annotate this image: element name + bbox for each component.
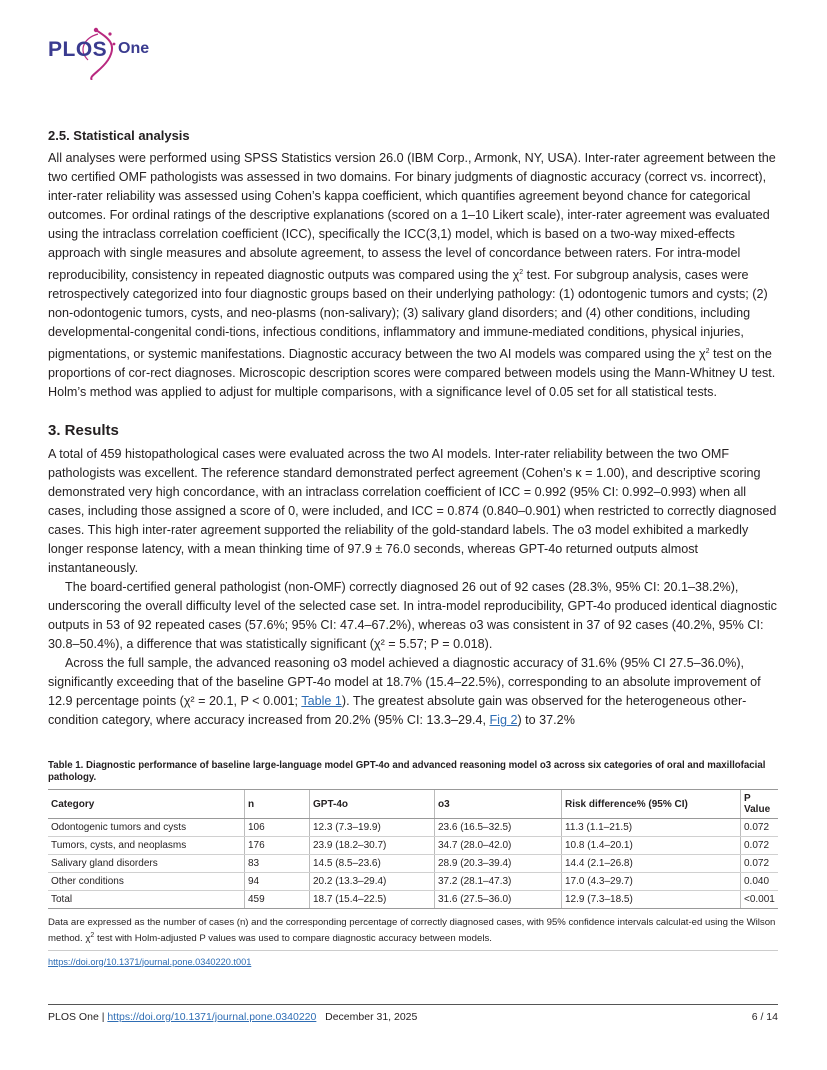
column-header: Risk difference% (95% CI) [562, 790, 741, 819]
table-cell: 14.5 (8.5–23.6) [310, 855, 435, 873]
table-row [48, 873, 778, 891]
table-cell: Total [48, 891, 245, 909]
table-cell: 37.2 (28.1–47.3) [435, 873, 562, 891]
table-1-footnote: Data are expressed as the number of cases (n) and the corresponding percentage of correctly diagnosed cases, with 95% confidence intervals calculat-ed using the Wilson method. $\chi^2$ test with Holm-adjusted P values was used to compare diagnostic accuracy between models. [48, 916, 778, 950]
table-cell: 0.072 [741, 837, 779, 855]
section-2-5-heading: 2.5. Statistical analysis [48, 128, 190, 143]
table-cell: 23.6 (16.5–32.5) [435, 819, 562, 837]
table-cell: Salivary gland disorders [48, 855, 245, 873]
logo-plos-text: PLOS [48, 38, 108, 61]
column-header: Category [48, 790, 245, 819]
table-cell: 12.9 (7.3–18.5) [562, 891, 741, 909]
table-cell: 34.7 (28.0–42.0) [435, 837, 562, 855]
page-footer: PLOS One | https://doi.org/10.1371/journal.pone.0340220 December 31, 2025 6 / 14 [48, 1004, 778, 1023]
plos-one-logo [48, 24, 188, 80]
logo-one-text: One [118, 40, 150, 57]
table-row-total [48, 891, 778, 909]
results-paragraph-1: A total of 459 histopathological cases were evaluated across the two AI models. Inter-rater reliability between the two OMF pathologists was excellent. The reference standard demonstrated perfect agreement (Cohen’s κ = 1.00), and descriptive scoring demonstrated very high concordance, with an intraclass correlation coefficient of ICC = 0.992 (95% CI: 0.992–0.993) when all cases, including those assigned a score of 0, were included, and ICC = 0.874 (0.840–0.901) when restricted to correctly diagnosed cases. This high inter-rater agreement supported the reliability of the gold-standard labels. The o3 model exhibited a markedly longer response latency, with a mean thinking time of 97.9 ± 76.0 seconds, whereas GPT-4o returned outputs almost instantaneously. [48, 447, 777, 576]
table-cell: 17.0 (4.3–29.7) [562, 873, 741, 891]
table-cell: 31.6 (27.5–36.0) [435, 891, 562, 909]
footer-journal: PLOS One [48, 1011, 99, 1023]
section-2-5-paragraph: All analyses were performed using SPSS Statistics version 26.0 (IBM Corp., Armonk, NY, USA). Inter-rater agreement between the two certified OMF pathologists was assessed in two domains. For binary judgments of diagnostic accuracy (correct vs. incorrect), inter-rater reliability was assessed using Cohen’s kappa coefficient, which quantifies agreement beyond chance for categorical outcomes. For ordinal ratings of the descriptive explanations (scored on a 1–10 Likert scale), inter-rater agreement was evaluated using the intraclass correlation coefficient (ICC), specifically the ICC(3,1) model, which is based on a two-way mixed-effects approach with single measures and absolute agreement, to assess the level of concordance between raters. For intra-model reproducibility, consistency in repeated diagnostic outputs was compared using the $\chi^2$ test. For subgroup analysis, cases were retrospectively categorized into four diagnostic groups based on their underlying pathology: (1) odontogenic tumors and cysts; (2) non-odontogenic tumors, cysts, and neo-plasms (non-salivary); (3) salivary gland disorders; and (4) other conditions, including developmental-congenital condi-tions, infectious conditions, inflammatory and immune-mediated conditions, physical injuries, pigmentations, or systemic manifestations. Diagnostic accuracy between the two AI models was compared using the $\chi^2$ test on the proportions of cor-rect diagnoses. Microscopic description scores were compared between models using the Mann-Whitney U test. Holm’s method was applied to adjust for multiple comparisons, with a significance level of 0.05 set for all statistical tests. [48, 151, 776, 400]
table-cell: 0.072 [741, 819, 779, 837]
table-cell: Tumors, cysts, and neoplasms [48, 837, 245, 855]
page-number: 6 / 14 [751, 1011, 778, 1023]
footer-doi-link[interactable]: https://doi.org/10.1371/journal.pone.0340220 [107, 1011, 317, 1023]
table-cell: 18.7 (15.4–22.5) [310, 891, 435, 909]
table-row [48, 855, 778, 873]
table-cell: 0.040 [741, 873, 779, 891]
table-1-caption: Table 1. Diagnostic performance of baseline large-language model GPT-4o and advanced reasoning model o3 across six categories of oral and maxillofacial pathology. [48, 760, 766, 784]
table-1-link[interactable]: Table 1 [301, 694, 342, 709]
article-body [48, 128, 778, 967]
table-cell: 23.9 (18.2–30.7) [310, 837, 435, 855]
table-1 [48, 789, 778, 909]
table-cell: 94 [245, 873, 310, 891]
table-cell: 12.3 (7.3–19.9) [310, 819, 435, 837]
section-3-heading: 3. Results [48, 422, 119, 440]
table-cell: 11.3 (1.1–21.5) [562, 819, 741, 837]
results-paragraph-3: Across the full sample, the advanced reasoning o3 model achieved a diagnostic accuracy of 31.6% (95% CI 27.5–36.0%), significantly exceeding that of the baseline GPT-4o model at 18.7% (15.4–22.5%), corresponding to an absolute improvement of 12.9 percentage points (χ² = 20.1, P < 0.001; Table 1). The greatest absolute gain was observed for the heterogeneous other-condition category, where accuracy increased from 20.2% (95% CI: 13.3–29.4, Fig 2) to 37.2% [48, 656, 761, 728]
table-cell: Other conditions [48, 873, 245, 891]
table-cell: 14.4 (2.1–26.8) [562, 855, 741, 873]
table-header-row [48, 790, 778, 819]
table-cell: 0.072 [741, 855, 779, 873]
table-cell: 28.9 (20.3–39.4) [435, 855, 562, 873]
column-header: GPT-4o [310, 790, 435, 819]
table-cell: 83 [245, 855, 310, 873]
column-header: o3 [435, 790, 562, 819]
table-cell: <0.001 [741, 891, 779, 909]
table-1-doi-link[interactable]: https://doi.org/10.1371/journal.pone.0340220.t001 [48, 956, 252, 967]
column-header: P Value [741, 790, 779, 819]
table-cell: Odontogenic tumors and cysts [48, 819, 245, 837]
table-row [48, 819, 778, 837]
column-header: n [245, 790, 310, 819]
table-cell: 459 [245, 891, 310, 909]
table-row [48, 837, 778, 855]
results-paragraph-2: The board-certified general pathologist (non-OMF) correctly diagnosed 26 out of 92 cases (28.3%, 95% CI: 20.1–38.2%), underscoring the overall difficulty level of the selected case set. In intra-model reproducibility, GPT-4o produced identical diagnostic outputs in 53 of 92 repeated cases (57.6%; 95% CI: 47.4–67.2%), whereas o3 was consistent in 37 of 92 cases (40.2%, 95% CI: 30.8–50.4%), a difference that was statistically significant (χ² = 5.57; P = 0.018). [48, 580, 777, 652]
table-cell: 176 [245, 837, 310, 855]
fig-2-link[interactable]: Fig 2 [489, 713, 518, 728]
table-cell: 106 [245, 819, 310, 837]
table-1-doi [48, 957, 778, 967]
table-cell: 10.8 (1.4–20.1) [562, 837, 741, 855]
footer-date: December 31, 2025 [325, 1011, 418, 1023]
table-cell: 20.2 (13.3–29.4) [310, 873, 435, 891]
